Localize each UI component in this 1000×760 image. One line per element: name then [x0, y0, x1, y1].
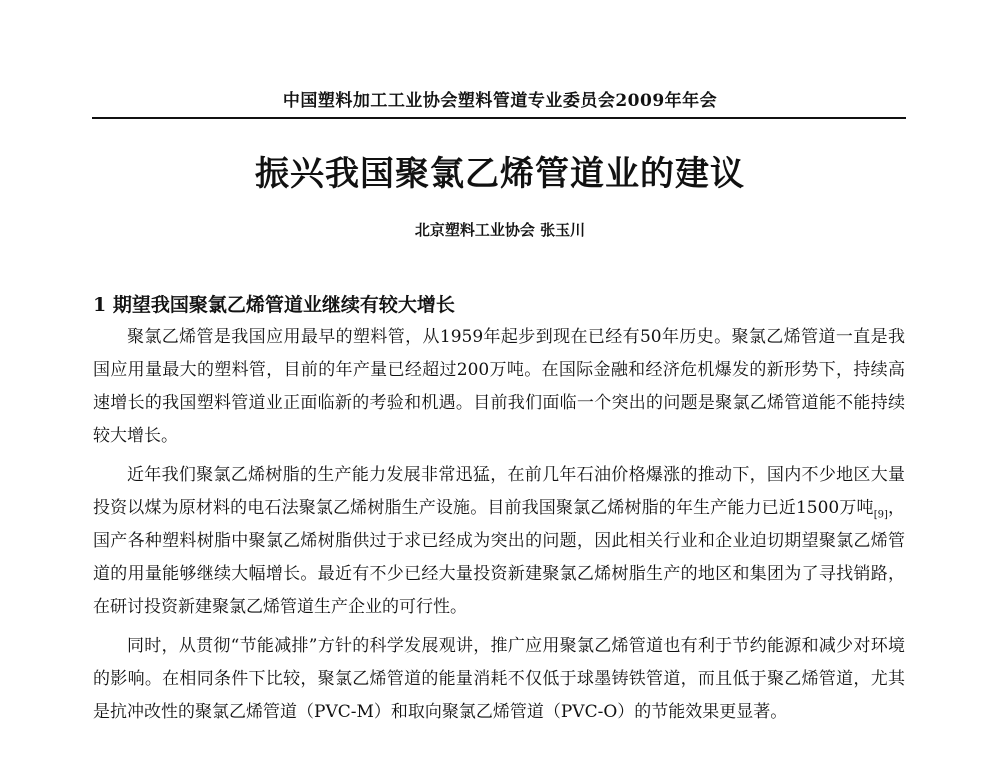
paragraph-2-part-1: 近年我们聚氯乙烯树脂的生产能力发展非常迅猛，在前几年石油价格爆涨的推动下，国内不少地区大量投资以煤为原材料的电石法聚氯乙烯树脂生产设施。目前我国聚氯乙烯树脂的年生产能力已近1500万吨 [93, 465, 905, 518]
citation-reference: [9] [873, 509, 888, 521]
running-header: 中国塑料加工工业协会塑料管道专业委员会2009年年会 [282, 91, 718, 111]
paper-title: 振兴我国聚氯乙烯管道业的建议 [255, 154, 745, 194]
section-heading-1: 1 期望我国聚氯乙烯管道业继续有较大增长 [93, 294, 455, 316]
body-text [93, 321, 905, 735]
paragraph-1: 聚氯乙烯管是我国应用最早的塑料管，从1959年起步到现在已经有50年历史。聚氯乙烯管道一直是我国应用量最大的塑料管，目前的年产量已经超过200万吨。在国际金融和经济危机爆发的新形势下，持续高速增长的我国塑料管道业正面临新的考验和机遇。目前我们面临一个突出的问题是聚氯乙烯管道能不能持续较大增长。 [93, 327, 905, 446]
paragraph-2 [93, 459, 905, 624]
header-rule [92, 117, 906, 119]
paragraph-3: 同时，从贯彻“节能减排”方针的科学发展观讲，推广应用聚氯乙烯管道也有利于节约能源和减少对环境的影响。在相同条件下比较，聚氯乙烯管道的能量消耗不仅低于球墨铸铁管道，而且低于聚乙烯管道，尤其是抗冲改性的聚氯乙烯管道（PVC-M）和取向聚氯乙烯管道（PVC-O）的节能效果更显著。 [93, 636, 905, 722]
paragraph-2-part-2: ，国产各种塑料树脂中聚氯乙烯树脂供过于求已经成为突出的问题，因此相关行业和企业迫切期望聚氯乙烯管道的用量能够继续大幅增长。最近有不少已经大量投资新建聚氯乙烯树脂生产的地区和集团为了寻找销路，在研讨投资新建聚氯乙烯管道生产企业的可行性。 [93, 498, 906, 617]
author-line: 北京塑料工业协会 张玉川 [414, 221, 586, 239]
